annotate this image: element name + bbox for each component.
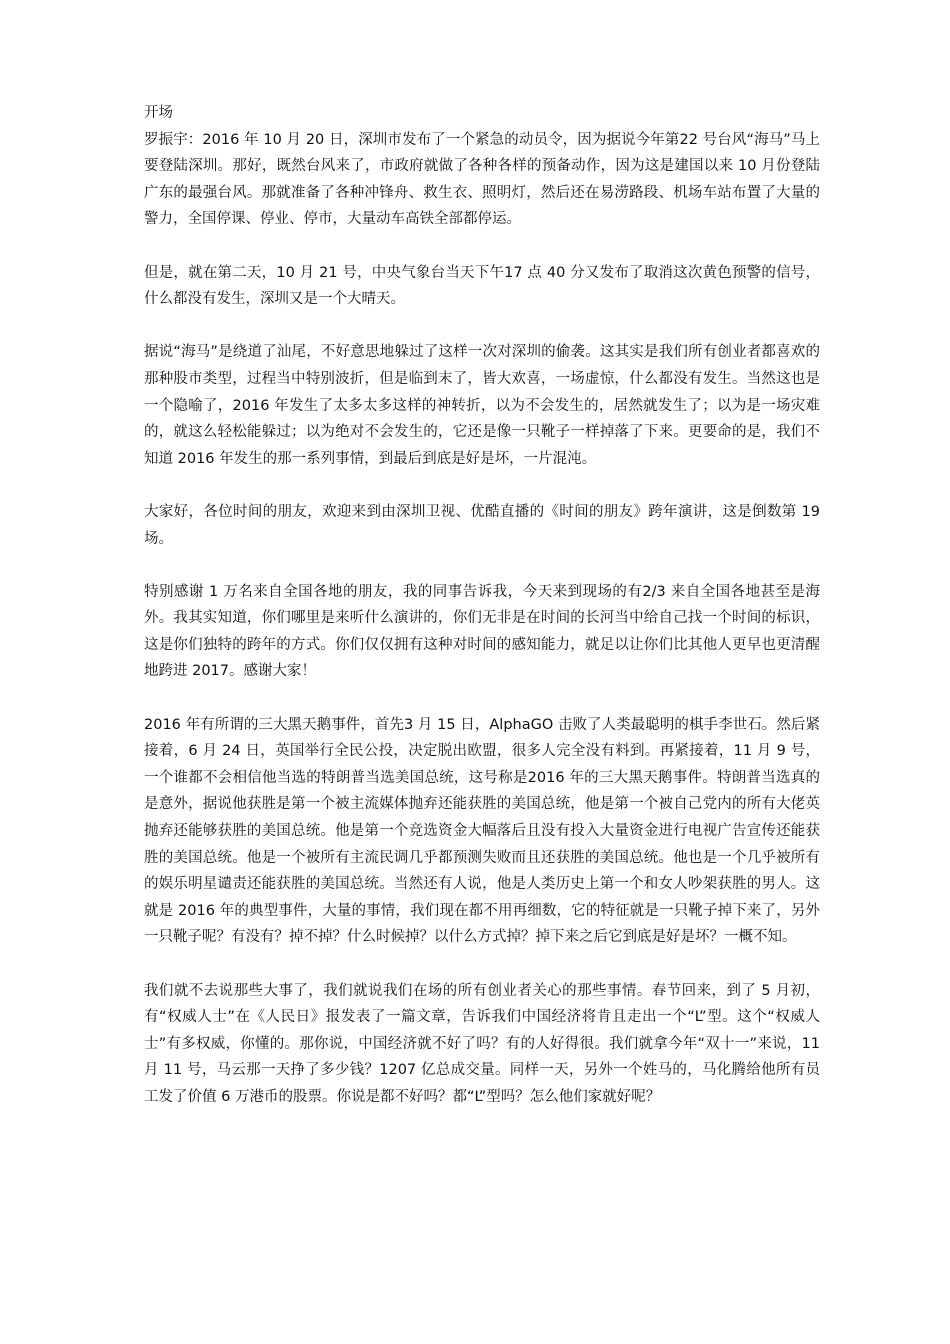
paragraph-1: 罗振宇：2016 年 10 月 20 日，深圳市发布了一个紧急的动员令，因为据说今年第22 号台风“海马”马上要登陆深圳。那好，既然台风来了，市政府就做了各种各样的预备动作，因为这是建国以来 10 月份登陆广东的最强台风。那就准备了各种冲锋舟、救生衣、照明灯，然后还在易涝路段、机场车站布置了大量的警力，全国停课、停业、停市，大量动车高铁全部都停运。	[144, 131, 820, 228]
document-body	[144, 100, 820, 1137]
paragraph-4: 大家好，各位时间的朋友，欢迎来到由深圳卫视、优酷直播的《时间的朋友》跨年演讲，这是倒数第 19 场。	[144, 503, 820, 547]
paragraph-7: 我们就不去说那些大事了，我们就说我们在场的所有创业者关心的那些事情。春节回来，到了 5 月初，有“权威人士”在《人民日》报发表了一篇文章，告诉我们中国经济将肯且走出一个“L”型。这个“权威人士”有多权威，你懂的。那你说，中国经济就不好了吗？有的人好得很。我们就拿今年“双十一”来说，11 月 11 号，马云那一天挣了多少钱？1207 亿总成交量。同样一天，另外一个姓马的，马化腾给他所有员工发了价值 6 万港币的股票。你说是都不好吗？都“L”型吗？怎么他们家就好呢？	[144, 982, 820, 1105]
document-title: 开场	[144, 105, 173, 121]
paragraph-2: 但是，就在第二天，10 月 21 号，中央气象台当天下午17 点 40 分又发布了取消这次黄色预警的信号，什么都没有发生，深圳又是一个大晴天。	[144, 264, 820, 308]
paragraph-3: 据说“海马”是绕道了汕尾，不好意思地躲过了这样一次对深圳的偷袭。这其实是我们所有创业者都喜欢的那种股市类型，过程当中特别波折，但是临到末了，皆大欢喜，一场虚惊，什么都没有发生。当然这也是一个隐喻了，2016 年发生了太多太多这样的神转折，以为不会发生的，居然就发生了；以为是一场灾难的，就这么轻松能躲过；以为绝对不会发生的，它还是像一只靴子一样掉落了下来。更要命的是，我们不知道 2016 年发生的那一系列事情，到最后到底是好是坏，一片混沌。	[144, 344, 820, 467]
paragraph-6: 2016 年有所谓的三大黑天鹅事件，首先3 月 15 日，AlphaGO 击败了人类最聪明的棋手李世石。然后紧接着，6 月 24 日，英国举行全民公投，决定脱出欧盟，很多人完全没有料到。再紧接着，11 月 9 号，一个谁都不会相信他当选的特朗普当选美国总统，这号称是2016 年的三大黑天鹅事件。特朗普当选真的是意外，据说他获胜是第一个被主流媒体抛弃还能获胜的美国总统，他是第一个被自己党内的所有大佬英抛弃还能够获胜的美国总统。他是第一个竞选资金大幅落后且没有投入大量资金进行电视广告宣传还能获胜的美国总统。他是一个被所有主流民调几乎都预测失败而且还获胜的美国总统。他也是一个几乎被所有的娱乐明星谴责还能获胜的美国总统。当然还有人说，他是人类历史上第一个和女人吵架获胜的男人。这就是 2016 年的典型事件，大量的事情，我们现在都不用再细数，它的特征就是一只靴子掉下来了，另外一只靴子呢？有没有？掉不掉？什么时候掉？以什么方式掉？掉下来之后它到底是好是坏？一概不知。	[144, 716, 820, 946]
paragraph-5: 特别感谢 1 万名来自全国各地的朋友，我的同事告诉我，今天来到现场的有2/3 来自全国各地甚至是海外。我其实知道，你们哪里是来听什么演讲的，你们无非是在时间的长河当中给自己找一个时间的标识，这是你们独特的跨年的方式。你们仅仅拥有这种对时间的感知能力，就足以让你们比其他人更早也更清醒地跨进 2017。感谢大家！	[144, 583, 820, 680]
